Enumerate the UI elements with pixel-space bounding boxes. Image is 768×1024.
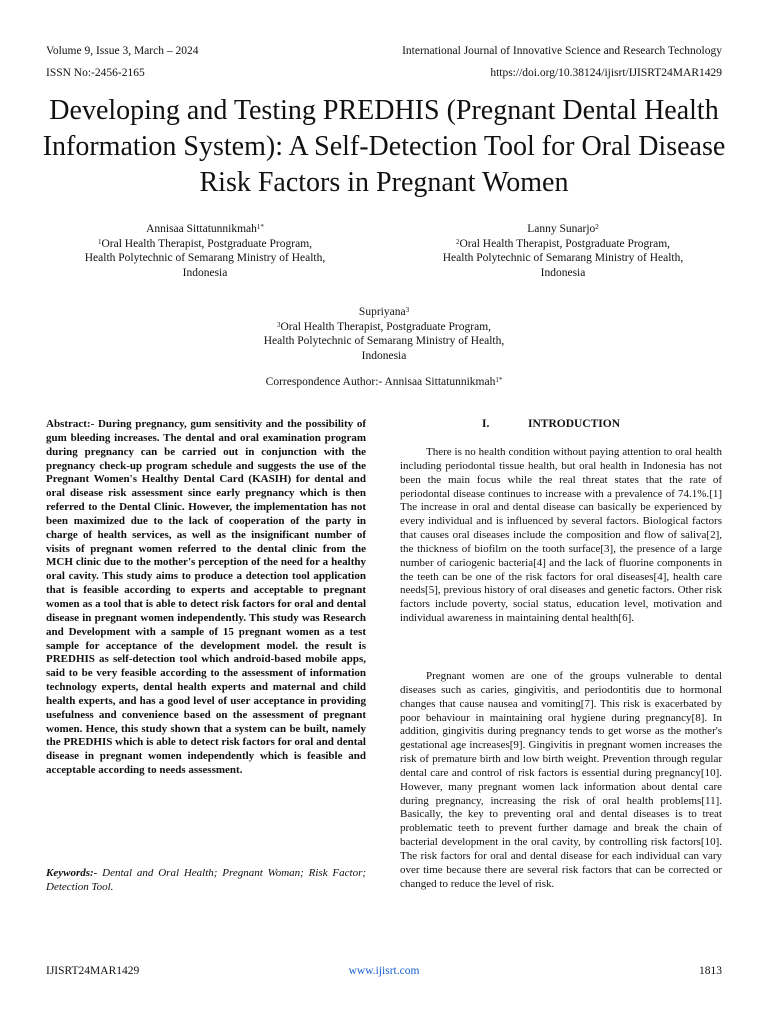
intro-paragraph-2: Pregnant women are one of the groups vulnerable to dental diseases such as caries, gingivitis, and periodontitis due to hormonal changes that cause nausea and vomiting[7]. This risk is exacerbated by poor behaviour in maintaining oral hygiene during pregnancy[8]. In addition, gingivitis during pregnancy tends to get worse as the mother's gestational age increases[9]. Gingivitis in pregnant women increases the risk of premature birth and low birth weight. Prevention through regular dental care and control of risk factors is essential during pregnancy[10]. However, many pregnant women lack information about dental care during pregnancy, increasing the risk of oral health problems[11]. Basically, the key to preventing oral and dental diseases is to treat problematic teeth to prevent further damage and break the chain of bacterial development in the oral cavity, by controlling risk factors[10]. The risk factors for oral and dental disease for each individual can vary over time because there are several risk factors that can be corrected or changed to reduce the level of risk. — [400, 670, 722, 890]
intro-paragraph-1: There is no health condition without paying attention to oral health including periodontal tissue health, but oral health in Indonesia has not been the main focus while the real threat states that the rate of periodontal disease continues to increase with a prevalence of 74.1%.[1] The increase in oral and dental disease can basically be experienced by every individual and is influenced by several factors. Biological factors that causes oral diseases include the composition and flow of saliva[2], the thickness of biofilm on the tooth surface[3], the presence of a large number of cariogenic bacteria[4] and the lack of fluorine components in the teeth can be one of the risk factors for oral diseases[4], health care needs[5], previous history of oral diseases and genetic factors. Other risk factors include poverty, social status, education level, motivation and individual awareness in maintaining dental health[6]. — [400, 446, 722, 625]
author-block-1: Annisaa Sittatunnikmah$^{1*}$ $^1$Oral Health Therapist, Postgraduate Program, Health Polytechnic of Semarang Ministry of Health, Indonesia — [60, 222, 350, 280]
affiliation-line: Indonesia — [182, 266, 228, 279]
affiliation-line: Health Polytechnic of Semarang Ministry of Health, — [84, 252, 326, 264]
affiliation-line: Oral Health Therapist, Postgraduate Program, — [101, 237, 313, 250]
issn: ISSN No:-2456-2165 — [46, 67, 145, 79]
affiliation-line: Health Polytechnic of Semarang Ministry of Health, — [442, 252, 684, 264]
section-number: I. — [482, 418, 490, 430]
affiliation-line: Health Polytechnic of Semarang Ministry of Health, — [263, 335, 505, 347]
page-number: 1813 — [699, 965, 722, 977]
doi-link[interactable]: https://doi.org/10.38124/ijisrt/IJISRT24MAR1429 — [490, 67, 722, 79]
author-block-2: Lanny Sunarjo$^2$ $^2$Oral Health Therapist, Postgraduate Program, Health Polytechnic of Semarang Ministry of Health, Indonesia — [418, 222, 708, 280]
author-name: Supriyana — [358, 306, 406, 318]
journal-name: International Journal of Innovative Science and Research Technology — [402, 45, 722, 57]
affiliation-line: Oral Health Therapist, Postgraduate Program, — [280, 320, 492, 333]
author-name: Annisaa Sittatunnikmah — [146, 223, 257, 235]
keywords-text: Dental and Oral Health; Pregnant Woman; Risk Factor; Detection Tool. — [46, 867, 367, 893]
correspondence-author: Correspondence Author:- Annisaa Sittatunnikmah$^{1*}$ — [265, 376, 503, 388]
author-name: Lanny Sunarjo — [527, 223, 596, 235]
author-block-3: Supriyana$^3$ $^3$Oral Health Therapist, Postgraduate Program, Health Polytechnic of Semarang Ministry of Health, Indonesia — [239, 305, 529, 363]
abstract — [46, 418, 366, 778]
keywords-label: Keywords:- — [46, 867, 98, 879]
volume-info: Volume 9, Issue 3, March – 2024 — [46, 45, 199, 57]
section-title: INTRODUCTION — [528, 418, 621, 430]
paper-title: Developing and Testing PREDHIS (Pregnant Dental Health Information System): A Self-Detection Tool for Oral Disease Risk Factors in Pregnant Women — [42, 95, 726, 198]
abstract-label: Abstract:- — [46, 418, 95, 430]
footer-article-id: IJISRT24MAR1429 — [46, 965, 140, 977]
affiliation-line: Indonesia — [361, 349, 407, 362]
affiliation-line: Indonesia — [540, 266, 586, 279]
footer-website-link[interactable]: www.ijisrt.com — [348, 965, 420, 977]
keywords — [46, 866, 366, 894]
abstract-text: During pregnancy, gum sensitivity and the possibility of gum bleeding increases. The dental and oral examination program during pregnancy can be carried out in conjunction with the pregnancy check-up program schedule and suggests the use of the Pregnant Women's Healthy Dental Card (KASIH) for dental and oral disease risk assessment since early pregnancy which is then referred to the Dental Clinic. However, the implementation has not been maximized due to the lack of cooperation of the party in charge of health services, as well as the insignificant number of visits of pregnant women referred to the dental clinic from the MCH clinic due to the mother's perception of the need for a healthy oral cavity. This study aims to produce a detection tool application that is feasible according to experts and acceptable to pregnant women as a tool that is able to detect risk factors for oral and dental disease in pregnant women independently. This study was Research and Development with a sample of 15 pregnant women as a test sample for acceptance of the development model. the result is PREDHIS as self-detection tool which android-based mobile apps, said to be very feasible according to the assessment of information technology experts, dental health experts and maternal and child health experts, and has a good level of user acceptance in providing usefulness and convenience based on the assessment of pregnant women. Hence, this study shown that a system can be built, namely the PREDHIS which is able to detect risk factors for oral and dental disease in pregnant women independently which is feasible and acceptable according to needs assessment. — [46, 418, 366, 777]
affiliation-line: Oral Health Therapist, Postgraduate Program, — [459, 237, 671, 250]
